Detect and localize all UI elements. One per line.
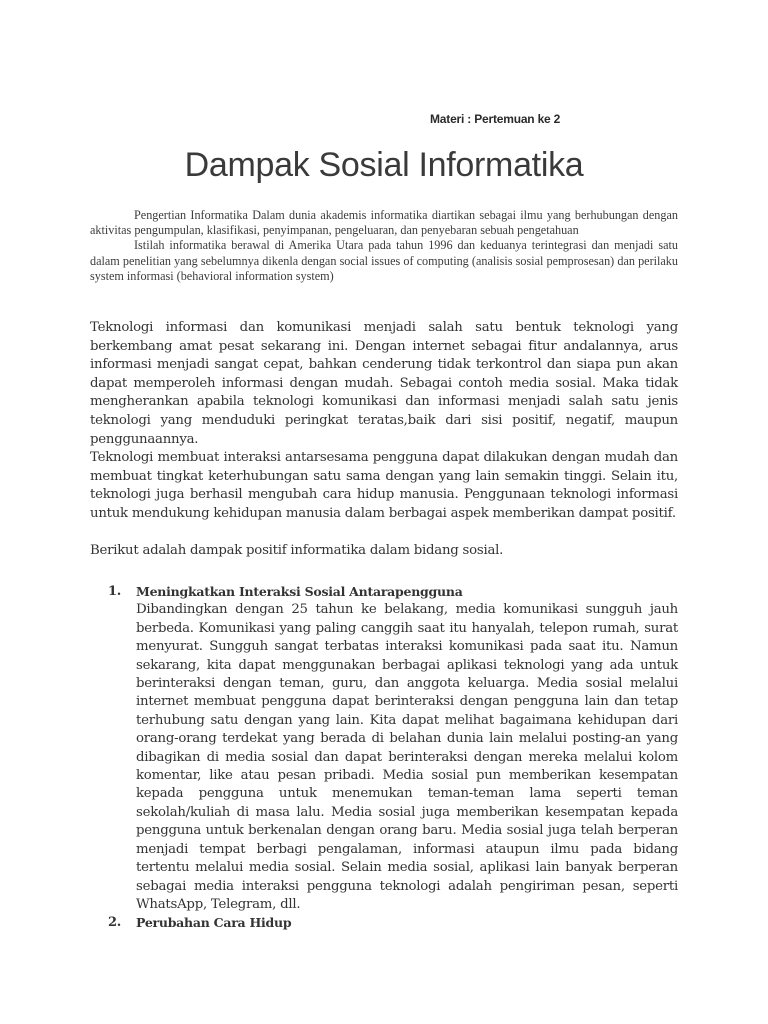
list-item-text: Dibandingkan dengan 25 tahun ke belakang, media komunikasi sungguh jauh berbeda. Komunikasi yang paling canggih saat itu hanyalah, telepon rumah, surat menyurat. Sungguh sangat terbatas interaksi komunikasi pada saat itu. Namun sekarang, kita dapat menggunakan berbagai aplikasi teknologi yang ada untuk berinteraksi dengan teman, guru, dan anggota keluarga. Media sosial melalui internet membuat pengguna dapat berinteraksi dengan pengguna lain dan tetap terhubung satu dengan yang lain. Kita dapat melihat bagaimana kehidupan dari orang-orang terdekat yang berada di belahan dunia lain melalui posting-an yang dibagikan di media sosial dan dapat berinteraksi dengan mereka melalui kolom komentar, like atau pesan pribadi. Media sosial pun memberikan kesempatan kepada pengguna untuk menemukan teman-teman lama seperti teman sekolah/kuliah di masa lalu. Media sosial juga memberikan kesempatan kepada pengguna untuk berkenalan dengan orang baru. Media sosial juga telah berperan menjadi tempat berbagi pengalaman, informasi ataupun ilmu pada bidang tertentu melalui media sosial. Selain media sosial, aplikasi lain banyak berperan sebagai media interaksi pengguna teknologi adalah pengiriman pesan, seperti WhatsApp, Telegram, dll. bbox=[136, 602, 678, 912]
session-label: Materi : Pertemuan ke 2 bbox=[430, 112, 561, 126]
body-section bbox=[90, 319, 678, 560]
list-item-heading: Meningkatkan Interaksi Sosial Antarapengguna bbox=[136, 584, 463, 599]
intro-section bbox=[90, 208, 678, 284]
body-paragraph: Teknologi informasi dan komunikasi menjadi salah satu bentuk teknologi yang berkembang amat pesat sekarang ini. Dengan internet sebagai fitur andalannya, arus informasi menjadi sangat cepat, bahkan cenderung tidak terkontrol dan siapa pun akan dapat memperoleh informasi dengan mudah. Sebagai contoh media sosial. Maka tidak mengherankan apabila teknologi komunikasi dan informasi menjadi salah satu jenis teknologi yang menduduki peringkat teratas,baik dari sisi positif, negatif, maupun penggunaannya. bbox=[90, 320, 678, 447]
page-title: Dampak Sosial Informatika bbox=[184, 146, 584, 184]
list-item-heading: Perubahan Cara Hidup bbox=[136, 915, 292, 931]
impact-list bbox=[108, 583, 678, 933]
list-item bbox=[108, 583, 678, 914]
list-item-number: 1. bbox=[108, 584, 122, 599]
list-intro-paragraph: Berikut adalah dampak positif informatika dalam bidang sosial. bbox=[90, 542, 504, 558]
intro-paragraph: Istilah informatika berawal di Amerika Utara pada tahun 1996 dan keduanya terintegrasi dan menjadi satu dalam penelitian yang sebelumnya dikenla dengan social issues of computing (analisis sosial pemprosesan) dan perilaku system informasi (behavioral information system) bbox=[90, 238, 678, 283]
intro-paragraph: Pengertian Informatika Dalam dunia akademis informatika diartikan sebagai ilmu yang berhubungan dengan aktivitas pengumpulan, klasifikasi, penyimpanan, pengeluaran, dan penyebaran sebuah pengetahuan bbox=[90, 208, 678, 238]
list-item bbox=[108, 914, 678, 932]
list-item-number: 2. bbox=[108, 915, 122, 931]
body-paragraph: Teknologi membuat interaksi antarsesama pengguna dapat dilakukan dengan mudah dan membuat tingkat keterhubungan satu sama dengan yang lain semakin tinggi. Selain itu, teknologi juga berhasil mengubah cara hidup manusia. Penggunaan teknologi informasi untuk mendukung kehidupan manusia dalam berbagai aspek memberikan dampat positif. bbox=[90, 450, 678, 521]
